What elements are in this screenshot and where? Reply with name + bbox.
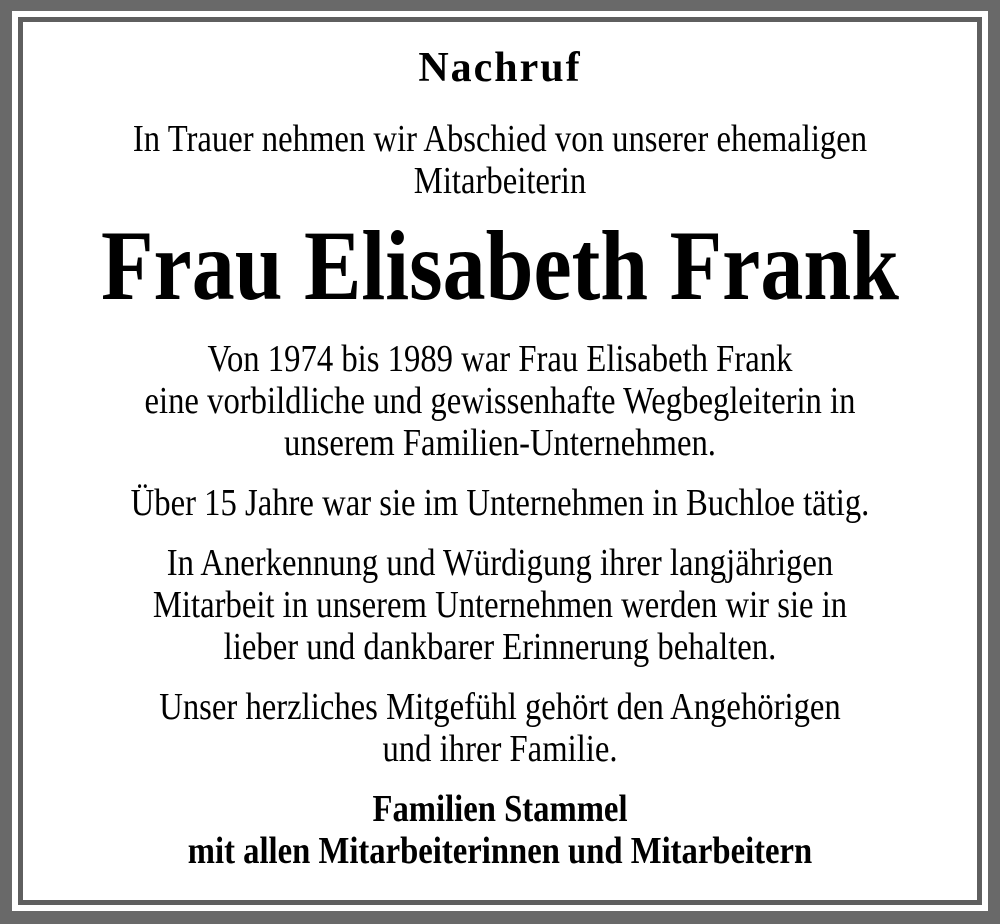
service-line: Über 15 Jahre war sie im Unternehmen in Buchloe tätig.: [130, 482, 870, 524]
tenure-line: Von 1974 bis 1989 war Frau Elisabeth Frank: [207, 338, 793, 380]
tenure-line: eine vorbildliche und gewissenhafte Wegbegleiterin in: [144, 380, 856, 422]
appreciation-line: lieber und dankbarer Erinnerung behalten.: [223, 626, 777, 668]
service-paragraph: [90, 482, 910, 524]
intro-paragraph: [90, 118, 910, 202]
tenure-line: unserem Familien-Unternehmen.: [284, 422, 716, 464]
condolence-paragraph: [90, 686, 910, 770]
notice-sheet: [12, 11, 988, 911]
signature-staff: mit allen Mitarbeiterinnen und Mitarbeitern: [187, 830, 813, 872]
condolence-line: und ihrer Familie.: [382, 728, 618, 770]
appreciation-line: Mitarbeit in unserem Unternehmen werden wir sie in: [152, 584, 848, 626]
tenure-paragraph: [90, 338, 910, 464]
appreciation-line: In Anerkennung und Würdigung ihrer langjährigen: [166, 542, 834, 584]
signature-block: [90, 788, 910, 872]
appreciation-paragraph: [90, 542, 910, 668]
deceased-name: Frau Elisabeth Frank: [101, 210, 899, 321]
inner-border-rule: [18, 17, 982, 905]
condolence-line: Unser herzliches Mitgefühl gehört den Angehörigen: [159, 686, 841, 728]
obituary-content: [23, 22, 977, 900]
signature-family: Familien Stammel: [372, 788, 628, 830]
intro-line: Mitarbeiterin: [413, 160, 587, 202]
intro-line: In Trauer nehmen wir Abschied von unserer ehemaligen: [132, 118, 868, 160]
notice-title: Nachruf: [418, 45, 582, 91]
